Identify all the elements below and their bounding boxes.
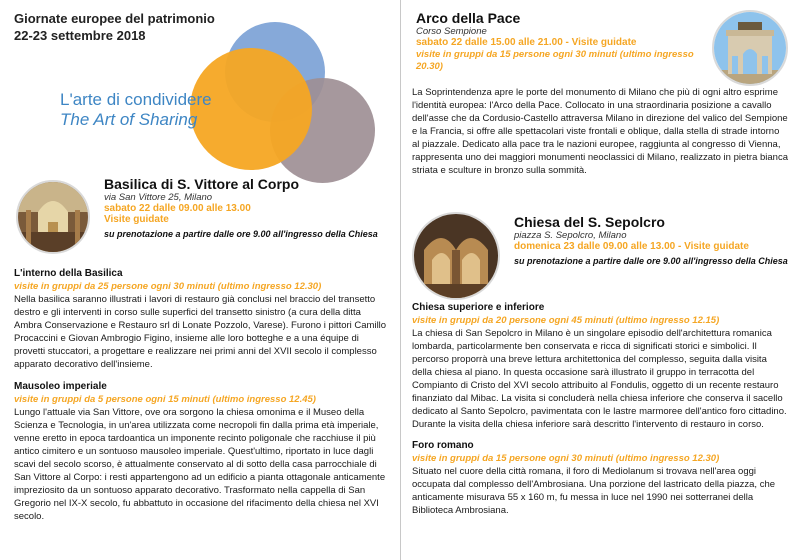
section-text: Nella basilica saranno illustrati i lavori di restauro già conclusi nel braccio del transetto destro e gli interventi in corso sulle superfici del transetto sinistro (a cura della ditta Ambra Conservazione e Restauro srl di Lonate Pozzolo, Varese). Furono i pittori Camillo Procaccini e Giovan Ambrogio Figino, insieme alle loro botteghe e a una équipe di provetti stuccatori, a progettare e realizzare nei primi anni del XVII secolo il complesso apparato decorativo dell'insieme. — [14, 294, 387, 370]
section-title: L'interno della Basilica — [14, 268, 123, 279]
arco-photo — [712, 10, 788, 86]
site-arco-text: La Soprintendenza apre le porte del monumento di Milano che più di ogni altro esprime l'identità europea: l'Arco della Pace. Collocato in una straordinaria posizione a cavallo dell'asse che da Cordusio-Castello attraversa Milano in direzione del valico del Sempione e la Francia, si offre alle spettacolari viste frontali e oblique, dalla stella di strade intorno al piazzale. Dedicato alla pace tra le nazioni europee, raggiunta al congresso di Vienna, rappresenta uno dei maggiori monumenti neoclassici di Milano, realizzato in pietra bianca striata e sculture in bronzo sulla sommità. — [412, 87, 788, 176]
site-vittore-address: via San Vittore 25, Milano — [104, 192, 213, 203]
basilica-photo — [16, 180, 90, 254]
tagline — [60, 90, 212, 130]
sepolcro-photo — [412, 212, 500, 300]
sepolcro-crypt-image — [414, 214, 498, 298]
basilica-interior-image — [18, 182, 88, 252]
site-vittore-visit-type: Visite guidate — [104, 214, 169, 225]
section-text: Lungo l'attuale via San Vittore, ove ora sorgono la chiesa omonima e il Museo della Scienza e Tecnologia, in un'area utilizzata come necropoli fin dalla prima età imperiale, venne eretto in epoca tardoantica un imponente recinto poligonale che racchiuse il più antico cimitero e un sontuoso mausoleo imperiale. Quest'ultimo, riportato in luce dagli scavi del secolo scorso, è attualmente conservato al di sotto della casa parrocchiale di San Vittore al Corpo: i resti appartengono ad un edificio a pianta ottagonale anticamente impreziosito da un sontuoso apparato decorativo. Trasformato nella cappella di San Gregorio nel IX-X secolo, fu abbattuto in occasione del rifacimento della chiesa nel XVI secolo. — [14, 407, 386, 522]
tagline-english: The Art of Sharing — [60, 110, 198, 129]
site-vittore-note: su prenotazione a partire dalle ore 9.00 all'ingresso della Chiesa — [104, 229, 378, 239]
section-subtitle: visite in gruppi da 15 persone ogni 30 minuti (ultimo ingresso 12.30) — [412, 453, 720, 464]
site-sepolcro-sections — [412, 302, 788, 517]
site-arco-subtitle: visite in gruppi da 15 persone ogni 30 minuti (ultimo ingresso 20.30) — [416, 49, 694, 72]
arco-della-pace-image — [714, 12, 786, 84]
site-sepolcro-name: Chiesa del S. Sepolcro — [514, 214, 665, 230]
site-sepolcro-note: su prenotazione a partire dalle ore 9.00 all'ingresso della Chiesa — [514, 256, 788, 266]
event-header — [14, 10, 215, 44]
site-arco-schedule: sabato 22 dalle 15.00 alle 21.00 - Visite guidate — [416, 37, 637, 48]
page-fold — [400, 0, 401, 560]
site-vittore-name: Basilica di S. Vittore al Corpo — [104, 176, 300, 192]
event-line: Giornate europee del patrimonio — [14, 11, 215, 26]
event-dates: 22-23 settembre 2018 — [14, 28, 146, 43]
section-title: Mausoleo imperiale — [14, 381, 107, 392]
section-title: Chiesa superiore e inferiore — [412, 302, 545, 313]
tagline-italian: L'arte di condividere — [60, 90, 212, 109]
site-vittore-header — [104, 176, 394, 241]
site-sepolcro-address: piazza S. Sepolcro, Milano — [514, 230, 627, 241]
site-vittore-sections — [14, 268, 390, 523]
site-arco-header — [416, 10, 706, 73]
site-sepolcro-schedule: domenica 23 dalle 09.00 alle 13.00 - Visite guidate — [514, 241, 749, 252]
section-text: La chiesa di San Sepolcro in Milano è un singolare episodio dell'architettura romanica lombarda, particolarmente ben conservata e ricca di significati storici e simbolici. Il percorso proporrà una breve lettura architettonica del complesso, seguita dalla visita della chiesa al piano. In questa occasione sarà illustrato il gruppo in terracotta del Compianto di Cristo del XVI secolo attribuito al Fondulis, oggetto di un recente restauro finanziato dal Mibac. La visita si concluderà nella chiesa inferiore che conserva il sacello dedicato al Santo Sepolcro, pavimentata con le lastre marmoree dell'antico foro cittadino. Durante la visita della chiesa inferiore sarà descritto l'intervento di restauro in corso. — [412, 328, 787, 430]
section-text: Situato nel cuore della città romana, il foro di Mediolanum si trovava nell'area oggi occupata dal complesso dell'Ambrosiana. Una porzione del lastricato della piazza, che anticamente misurava 55 x 160 m, fu messa in luce nel 1990 nei sotterranei della Biblioteca Ambrosiana. — [412, 466, 776, 516]
site-vittore-schedule: sabato 22 dalle 09.00 alle 13.00 — [104, 203, 251, 214]
site-arco-address: Corso Sempione — [416, 26, 487, 37]
section-title: Foro romano — [412, 440, 474, 451]
section-subtitle: visite in gruppi da 5 persone ogni 15 minuti (ultimo ingresso 12.45) — [14, 394, 316, 405]
site-arco-name: Arco della Pace — [416, 10, 521, 26]
site-sepolcro-header — [514, 214, 790, 268]
section-subtitle: visite in gruppi da 25 persone ogni 30 minuti (ultimo ingresso 12.30) — [14, 281, 322, 292]
section-subtitle: visite in gruppi da 20 persone ogni 45 minuti (ultimo ingresso 12.15) — [412, 315, 720, 326]
